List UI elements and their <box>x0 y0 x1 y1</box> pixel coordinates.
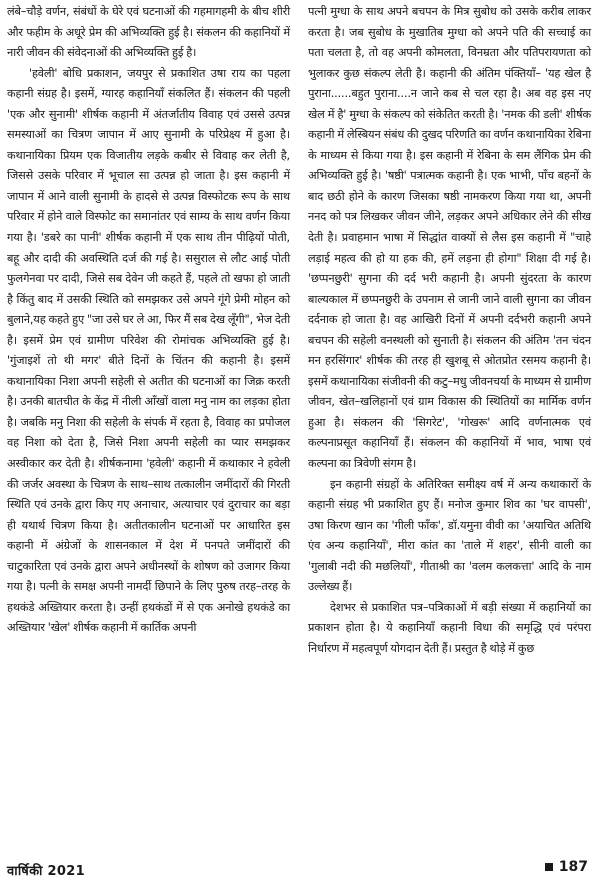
left-column <box>7 2 290 639</box>
right-paragraph-1: पत्नी मुग्धा के साथ अपने बचपन के मित्र सुबोध को उसके करीब लाकर करता है। जब सुबोध के मुखातिब मुग्धा को अपने पति की सच्चाई का पता चलता है, तो वह अपनी कोमलता, विनम्रता और पतिपरायणता को भुलाकर कुछ संकल्प लेती है। कहानी की अंतिम पंक्तियाँ– 'यह खेल है पुराना......बहुत पुराना....न जाने कब से चल रहा है। अब वह इस नए खेल में है' मुग्धा के संकल्प को संकेतित करती है। 'नमक की डली' शीर्षक कहानी में लेस्बियन संबंध की दुखद परिणति का वर्णन कथानायिका रेबिना के माध्यम से किया गया है। इस कहानी में रेबिना के सम लैंगिक प्रेम की अभिव्यक्ति हुई है। 'षष्ठी' पत्रात्मक कहानी है। एक भाभी, पाँच बहनों के बाद छठी होने के कारण जिसका षष्ठी नामकरण किया गया था, अपनी ननद को पत्र लिखकर जीवन जीने, लड़कर अपने अधिकार लेने की सीख देती है। प्रवाहमान भाषा में सिद्धांत वाक्यों से लैस इस कहानी में "चाहे लड़ाई महत्व की हो या हक की, हमें लड़ना ही होगा" शिक्षा दी गई है। 'छप्पनछुरी' सुगना की दर्द भरी कहानी है। अपनी सुंदरता के कारण बाल्यकाल में छप्पनछुरी के उपनाम से जानी जाने वाली सुगना का जीवन दर्दनाक हो जाता है। वह आखिरी दिनों में अपनी दर्दभरी कहानी अपने बचपन की सहेली वनस्थली को सुनाती है। संकलन की अंतिम 'तन चंदन मन हरसिंगार' शीर्षक की तरह ही खुशबू से ओतप्रोत रसमय कहानी है। इसमें कथानायिका संजीवनी की कटु–मधु जीवनचर्या के माध्यम से ग्रामीण जीवन, खेत–खलिहानों एवं ग्राम विकास की स्थितियों का मार्मिक वर्णन हुआ है। संकलन की 'सिगरेट', 'गोखरू' आदि वर्णनात्मक एवं कल्पनाप्रसूत कहानियाँ हैं। संकलन की कहानियों में भाव, भाषा एवं कल्पना का त्रिवेणी संगम है। <box>308 5 591 471</box>
footer-publication-title: वार्षिकी 2021 <box>7 864 85 879</box>
filled-square-icon <box>545 863 553 871</box>
right-column <box>308 2 591 660</box>
left-paragraph-2: 'हवेली' बोधि प्रकाशन, जयपुर से प्रकाशित उषा राय का पहला कहानी संग्रह है। इसमें, ग्यारह कहानियाँ संकलित हैं। संकलन की पहली 'एक और सुनामी' शीर्षक कहानी में अंतर्जातीय विवाह एवं उससे उत्पन्न समस्याओं का चित्रण जापान में आए सुनामी के परिप्रेक्ष्य में हुआ है। कथानायिका प्रियम एक विजातीय लड़के कबीर से विवाह कर लेती है, जिससे उसके परिवार में भूचाल सा उत्पन्न हो जाता है। इस कहानी में जापान में आने वाली सुनामी के हादसे से उत्पन्न विस्फोटक रूप के साथ परिवार में होने वाले विस्फोट का समानांतर एवं साम्य के साथ वर्णन किया गया है। 'डबरे का पानी' शीर्षक कहानी में एक साथ तीन पीढ़ियों पोती, बहू और दादी की अवस्थिति दर्ज की गई है। ससुराल से लौट आई पोती फुलगेनवा पर दादी, जिसे सब देवेन जी कहते हैं, पहले तो खफा हो जाती है किंतु बाद में उसकी स्थिति को समझकर उसे अपने गूंगे प्रेमी मोहन को बुलाने,यह कहते हुए "जा उसे घर ले आ, फिर मैं सब देख लूँगी", भेज देती है। इसमें प्रेम एवं ग्रामीण परिवेश की रोमांचक अभिव्यक्ति हुई है। 'गुंजाइशें तो थी मगर' बीते दिनों के चिंतन की कहानी है। इसमें कथानायिका निशा अपनी सहेली से अतीत की घटनाओं का जिक्र करती है। उनकी बातचीत के केंद्र में नीली आँखों वाला मनु नाम का लड़का होता है। जबकि मनु निशा की सहेली के संपर्क में रहता है, विवाह का प्रपोजल वह निशा को देता है, जिसे निशा अपनी सहेली का प्यार समझकर अस्वीकार कर देती है। शीर्षकनामा 'हवेली' कहानी में कथाकार ने हवेली की जर्जर अवस्था के चित्रण के साथ–साथ तत्कालीन जमींदारों की गिरती स्थिति एवं उनके द्वारा किए गए अनाचार, अत्याचार एवं दुराचार का बड़ा ही यथार्थ चित्रण किया है। अतीतकालीन घटनाओं पर आधारित इस कहानी में अंग्रेजों के शासनकाल में देश में पनपते जमींदारों की चाटुकारिता एवं उनके द्वारा अपने अधीनस्थों के शोषण को उजागर किया गया है। पत्नी के समक्ष अपनी नामर्दी छिपाने के लिए पुरुष तरह–तरह के हथकंडे अख्तियार करता है। उन्हीं हथकंडों में से एक अनोखे हथकंडे का अख्तियार 'खेल' शीर्षक कहानी में कार्तिक अपनी <box>7 66 290 635</box>
page-number: 187 <box>558 859 588 875</box>
left-paragraph-1: लंबे–चौड़े वर्णन, संबंधों के घेरे एवं घटनाओं की गहमागहमी के बीच शीरी और फहीम के अधूरे प्रेम की अभिव्यक्ति हुई है। संकलन की कहानियों में नारी जीवन की संवेदनाओं की अभिव्यक्ति हुई है। <box>7 5 290 60</box>
footer-page-number-block <box>545 859 588 875</box>
right-paragraph-2: इन कहानी संग्रहों के अतिरिक्त समीक्ष्य वर्ष में अन्य कथाकारों के कहानी संग्रह भी प्रकाशित हुए हैं। मनोज कुमार शिव का 'घर वापसी', उषा किरण खान का 'गीली फाँक', डॉ.यमुना वीवी का 'अयाचित अतिथि एंव अन्य कहानियाँ', मीरा कांत का 'ताले में शहर', सीनी वाली का 'गुलाबी नदी की मछलियाँ', गीताश्री का 'वलम कलकत्ता' आदि के नाम उल्लेख्य हैं। <box>308 477 591 594</box>
right-paragraph-3: देशभर से प्रकाशित पत्र–पत्रिकाओं में बड़ी संख्या में कहानियों का प्रकाशन होता है। ये कहानियाँ कहानी विधा की समृद्धि एवं परंपरा निर्धारण में महत्वपूर्ण योगदान देती हैं। प्रस्तुत है थोड़े में कुछ <box>308 600 591 655</box>
